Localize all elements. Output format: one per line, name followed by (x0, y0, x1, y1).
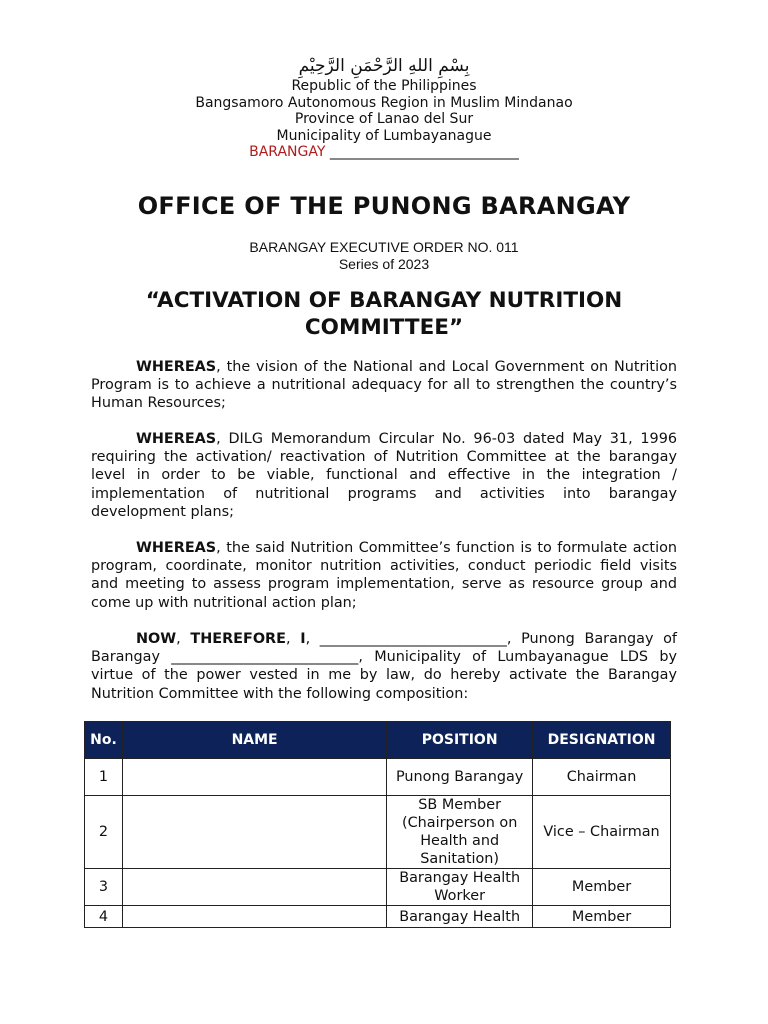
letterhead-region: Bangsamoro Autonomous Region in Muslim Mindanao (195, 94, 573, 111)
cell-no: 4 (85, 906, 123, 928)
cell-name (122, 906, 386, 928)
whereas-lead: WHEREAS (136, 431, 217, 447)
separator: , (176, 631, 191, 647)
cell-designation: Vice – Chairman (533, 796, 671, 869)
table-row (85, 796, 671, 869)
paragraph-text: , __________________________, Punong Barangay of Barangay __________________________, Municipality of Lumbayanague LDS by virtue of the power vested in me by law, do hereby activate the Barangay Nutrition Committee with the following composition: (91, 631, 678, 702)
paragraph-whereas-2 (91, 430, 677, 521)
paragraph-text: , the vision of the National and Local Government on Nutrition Program is to achieve a nutritional adequacy for all to strengthen the country’s Human Resources; (91, 359, 677, 412)
committee-composition-table (84, 721, 671, 928)
header-position: POSITION (387, 722, 533, 759)
cell-position: Barangay Health Worker (387, 869, 533, 906)
paragraph-whereas-1 (91, 358, 677, 413)
paragraph-text: , DILG Memorandum Circular No. 96-03 dated May 31, 1996 requiring the activation/ reactivation of Nutrition Committee at the barangay level in order to be viable, functional and effective in the integration / implementation of nutritional programs and activities into barangay development plans; (91, 431, 677, 520)
i-lead: I (300, 631, 306, 647)
paragraph-text: , the said Nutrition Committee’s function is to formulate action program, coordinate, monitor nutrition activities, conduct periodic field visits and meeting to assess program implementation, serve as resource group and come up with nutritional action plan; (91, 540, 677, 611)
cell-position: Barangay Health (387, 906, 533, 928)
header-name: NAME (122, 722, 386, 759)
table-row (85, 906, 671, 928)
whereas-lead: WHEREAS (136, 540, 217, 556)
cell-name (122, 796, 386, 869)
cell-designation: Member (533, 869, 671, 906)
whereas-lead: WHEREAS (136, 359, 217, 375)
executive-order-block (0, 239, 768, 273)
barangay-blank-line: ___________________________ (329, 144, 519, 160)
order-series: Series of 2023 (338, 256, 430, 272)
letterhead-country: Republic of the Philippines (291, 78, 477, 94)
order-number: BARANGAY EXECUTIVE ORDER NO. 011 (249, 239, 519, 255)
header-designation: DESIGNATION (533, 722, 671, 759)
cell-no: 1 (85, 759, 123, 796)
table-row (85, 869, 671, 906)
letterhead-municipality: Municipality of Lumbayanague (276, 127, 492, 144)
order-title: “ACTIVATION OF BARANGAY NUTRITION COMMITTEE” (145, 288, 623, 340)
letterhead (0, 56, 768, 161)
cell-position: SB Member (Chairperson on Health and Sanitation) (387, 796, 533, 869)
cell-designation: Member (533, 906, 671, 928)
separator: , (285, 631, 301, 647)
table-row (85, 759, 671, 796)
letterhead-barangay (0, 144, 768, 161)
barangay-label: BARANGAY (249, 144, 326, 160)
letterhead-province: Province of Lanao del Sur (294, 111, 474, 127)
table-header-row (85, 722, 671, 759)
header-no: No. (85, 722, 123, 759)
basmala-text: بِسْمِ اللهِ الرَّحْمَنِ الرَّحِيْمِ (298, 56, 470, 76)
paragraph-now-therefore (91, 630, 677, 703)
cell-name (122, 759, 386, 796)
cell-no: 2 (85, 796, 123, 869)
office-title: OFFICE OF THE PUNONG BARANGAY (137, 192, 631, 220)
cell-name (122, 869, 386, 906)
cell-designation: Chairman (533, 759, 671, 796)
now-lead: NOW (136, 631, 177, 647)
paragraph-whereas-3 (91, 539, 677, 612)
therefore-lead: THEREFORE (190, 631, 286, 647)
cell-no: 3 (85, 869, 123, 906)
cell-position: Punong Barangay (387, 759, 533, 796)
